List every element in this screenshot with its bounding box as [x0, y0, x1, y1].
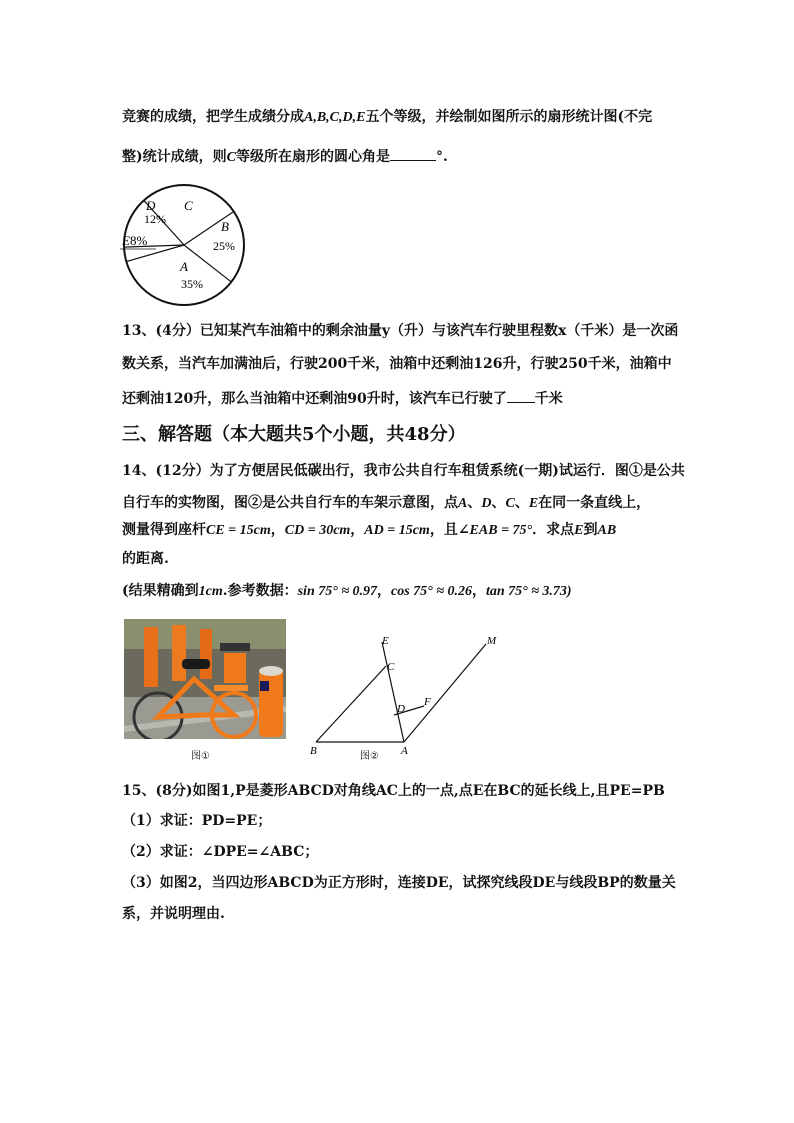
- q15-line-3: （2）求证：∠DPE=∠ABC；: [122, 844, 319, 860]
- label-f: F: [424, 696, 431, 708]
- q14-line-2: 自行车的实物图，图②是公共自行车的车架示意图，点A、D、C、E在同一条直线上，: [122, 495, 651, 511]
- pie-slice-label-b: B: [221, 219, 229, 234]
- pie-slice-value-e: 8%: [129, 233, 148, 248]
- line-ea: [382, 642, 404, 742]
- q13-line-2: 数关系，当汽车加满油后，行驶200千米，油箱中还剩油126升，行驶250千米，油箱中: [122, 356, 672, 372]
- pie-slice-value-a: 35%: [181, 277, 203, 291]
- pie-slice-label-d: D: [146, 198, 156, 213]
- q14-line-3: 测量得到座杆CE = 15cm，CD = 30cm，AD = 15cm，且∠EAB = 75°．求点E到AB: [122, 522, 617, 538]
- line-am: [404, 644, 486, 742]
- label-d: D: [397, 703, 405, 715]
- q15-line-2: （1）求证：PD=PE；: [122, 813, 272, 829]
- answer-blank: [507, 388, 535, 403]
- label-b: B: [310, 745, 317, 757]
- figure-2-caption: 图②: [360, 751, 379, 762]
- q15-line-4: （3）如图2，当四边形ABCD为正方形时，连接DE，试探究线段DE与线段BP的数量关: [122, 875, 676, 891]
- pie-slice-label-e: E8%: [122, 233, 148, 248]
- label-m: M: [487, 635, 497, 647]
- pie-chart: [118, 182, 250, 310]
- pie-slice-label-c: C: [184, 198, 193, 213]
- q12-line-1: 竞赛的成绩，把学生成绩分成A,B,C,D,E五个等级，并绘制如图所示的扇形统计图(不完: [122, 109, 653, 125]
- line-bc: [316, 666, 386, 742]
- label-e: E: [382, 635, 389, 647]
- section-heading: 三、解答题（本大题共5个小题，共48分）: [122, 424, 466, 445]
- label-a: A: [401, 745, 408, 757]
- label-c: C: [387, 661, 395, 673]
- figure-1-caption: 图①: [191, 751, 210, 762]
- q15-line-5: 系，并说明理由.: [122, 906, 225, 922]
- q15-line-1: 15、(8分)如图1,P是菱形ABCD对角线AC上的一点,点E在BC的延长线上,且PE=PB: [122, 783, 665, 799]
- q12-line-2: 整)统计成绩，则C等级所在扇形的圆心角是 °.: [122, 146, 448, 167]
- pie-labels: [120, 198, 235, 291]
- pie-slice-value-b: 25%: [213, 239, 235, 253]
- q14-line-1: 14、(12分）为了方便居民低碳出行，我市公共自行车租赁系统(一期)试运行．图①是公共: [122, 463, 685, 479]
- pie-slice-label-a: A: [180, 259, 188, 274]
- frame-diagram: [306, 628, 506, 760]
- q14-line-4: 的距离.: [122, 551, 169, 567]
- q14-line-5: (结果精确到1cm.参考数据：sin 75° ≈ 0.97，cos 75° ≈ 0.26，tan 75° ≈ 3.73): [122, 583, 572, 599]
- pie-slice-value-d: 12%: [144, 212, 166, 226]
- q13-line-3: 还剩油120升，那么当油箱中还剩油90升时，该汽车已行驶了 千米: [122, 388, 563, 408]
- bike-photo: [124, 619, 286, 739]
- answer-blank: [390, 146, 436, 161]
- q13-line-1: 13、(4分）已知某汽车油箱中的剩余油量y（升）与该汽车行驶里程数x（千米）是一次函: [122, 323, 679, 339]
